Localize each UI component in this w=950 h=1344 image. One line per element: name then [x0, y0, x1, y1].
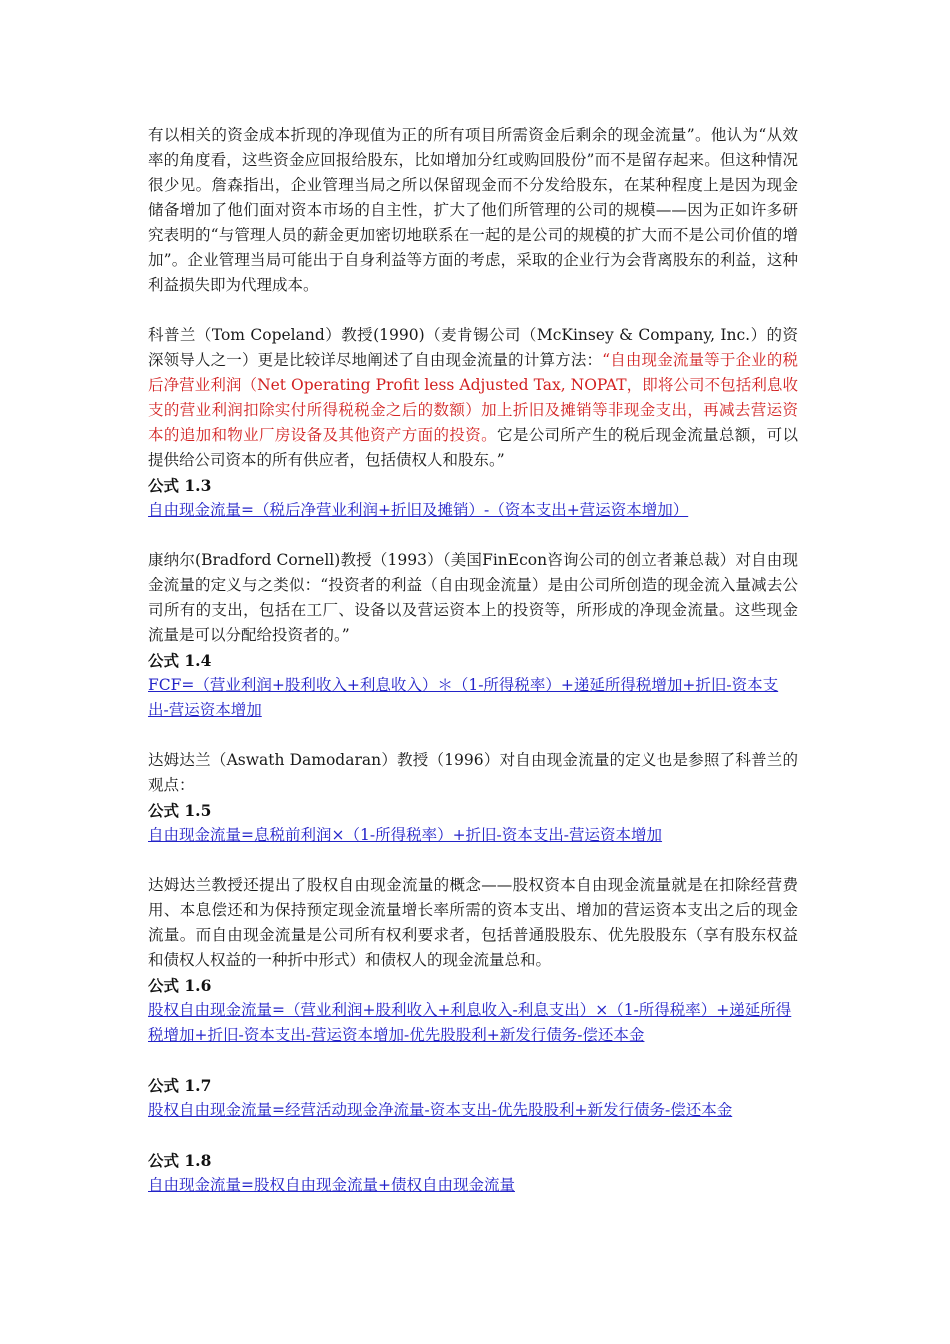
spacer — [148, 523, 798, 548]
spacer — [148, 1048, 798, 1073]
formula-label-1-8: 公式 1.8 — [148, 1151, 212, 1170]
formula-label-1-3: 公式 1.3 — [148, 476, 212, 495]
paragraph-copeland — [148, 323, 798, 473]
spacer — [148, 298, 798, 323]
formula-1-5-link[interactable]: 自由现金流量=息税前利润×（1-所得税率）+折旧-资本支出-营运资本增加 — [148, 826, 663, 844]
formula-1-8-link[interactable]: 自由现金流量=股权自由现金流量+债权自由现金流量 — [148, 1176, 515, 1194]
formula-1-4-link[interactable]: FCF=（营业利润+股利收入+利息收入）＊（1-所得税率）+递延所得税增加+折旧-资本支出-营运资本增加 — [148, 676, 779, 719]
document-body — [148, 123, 798, 1198]
paragraph-equity-fcf: 达姆达兰教授还提出了股权自由现金流量的概念——股权资本自由现金流量就是在扣除经营费用、本息偿还和为保持预定现金流量增长率所需的资本支出、增加的营运资本支出之后的现金流量。而自由现金流量是公司所有权利要求者，包括普通股股东、优先股股东（享有股东权益和债权人权益的一种折中形式）和债权人的现金流量总和。 — [148, 876, 798, 969]
copeland-definition-rest: 它是公司所产生的税后现金流量总额，可以提供给公司资本的所有供应者，包括债权人和股东。” — [148, 426, 798, 469]
spacer — [148, 723, 798, 748]
copeland-intro: 科普兰（Tom Copeland）教授(1990)（麦肯锡公司（McKinsey & Company, Inc.）的资深领导人之一）更是比较详尽地阐述了自由现金流量的计算方法： — [148, 326, 798, 369]
paragraph-agency-cost: 有以相关的资金成本折现的净现值为正的所有项目所需资金后剩余的现金流量”。他认为“从效率的角度看，这些资金应回报给股东，比如增加分红或购回股份”而不是留存起来。但这种情况很少见。詹森指出，企业管理当局之所以保留现金而不分发给股东，在某种程度上是因为现金储备增加了他们面对资本市场的自主性，扩大了他们所管理的公司的规模——因为正如许多研究表明的“与管理人员的薪金更加密切地联系在一起的是公司的规模的扩大而不是公司价值的增加”。企业管理当局可能出于自身利益等方面的考虑，采取的企业行为会背离股东的利益，这种利益损失即为代理成本。 — [148, 126, 798, 294]
formula-1-3-link[interactable]: 自由现金流量=（税后净营业利润+折旧及摊销）-（资本支出+营运资本增加） — [148, 501, 689, 519]
copeland-definition-highlight: “自由现金流量等于企业的税后净营业利润（Net Operating Profit less Adjusted Tax, NOPAT，即将公司不包括利息收支的营业利润扣除实付所得税税金之后的数额）加上折旧及摊销等非现金支出，再减去营运资本的追加和物业厂房设备及其他资产方面的投资。 — [148, 351, 798, 444]
paragraph-damodaran: 达姆达兰（Aswath Damodaran）教授（1996）对自由现金流量的定义也是参照了科普兰的观点： — [148, 751, 798, 794]
spacer — [148, 1123, 798, 1148]
formula-label-1-7: 公式 1.7 — [148, 1076, 212, 1095]
formula-1-6-link[interactable]: 股权自由现金流量=（营业利润+股利收入+利息收入-利息支出）×（1-所得税率）+递延所得税增加+折旧-资本支出-营运资本增加-优先股股利+新发行债务-偿还本金 — [148, 1001, 792, 1044]
paragraph-cornell: 康纳尔(Bradford Cornell)教授（1993）（美国FinEcon咨询公司的创立者兼总裁）对自由现金流量的定义与之类似：“投资者的利益（自由现金流量）是由公司所创造的现金流入量减去公司所有的支出，包括在工厂、设备以及营运资本上的投资等，所形成的净现金流量。这些现金流量是可以分配给投资者的。” — [148, 551, 798, 644]
formula-label-1-6: 公式 1.6 — [148, 976, 212, 995]
spacer — [148, 848, 798, 873]
formula-1-7-link[interactable]: 股权自由现金流量=经营活动现金净流量-资本支出-优先股股利+新发行债务-偿还本金 — [148, 1101, 733, 1119]
formula-label-1-4: 公式 1.4 — [148, 651, 212, 670]
formula-label-1-5: 公式 1.5 — [148, 801, 212, 820]
